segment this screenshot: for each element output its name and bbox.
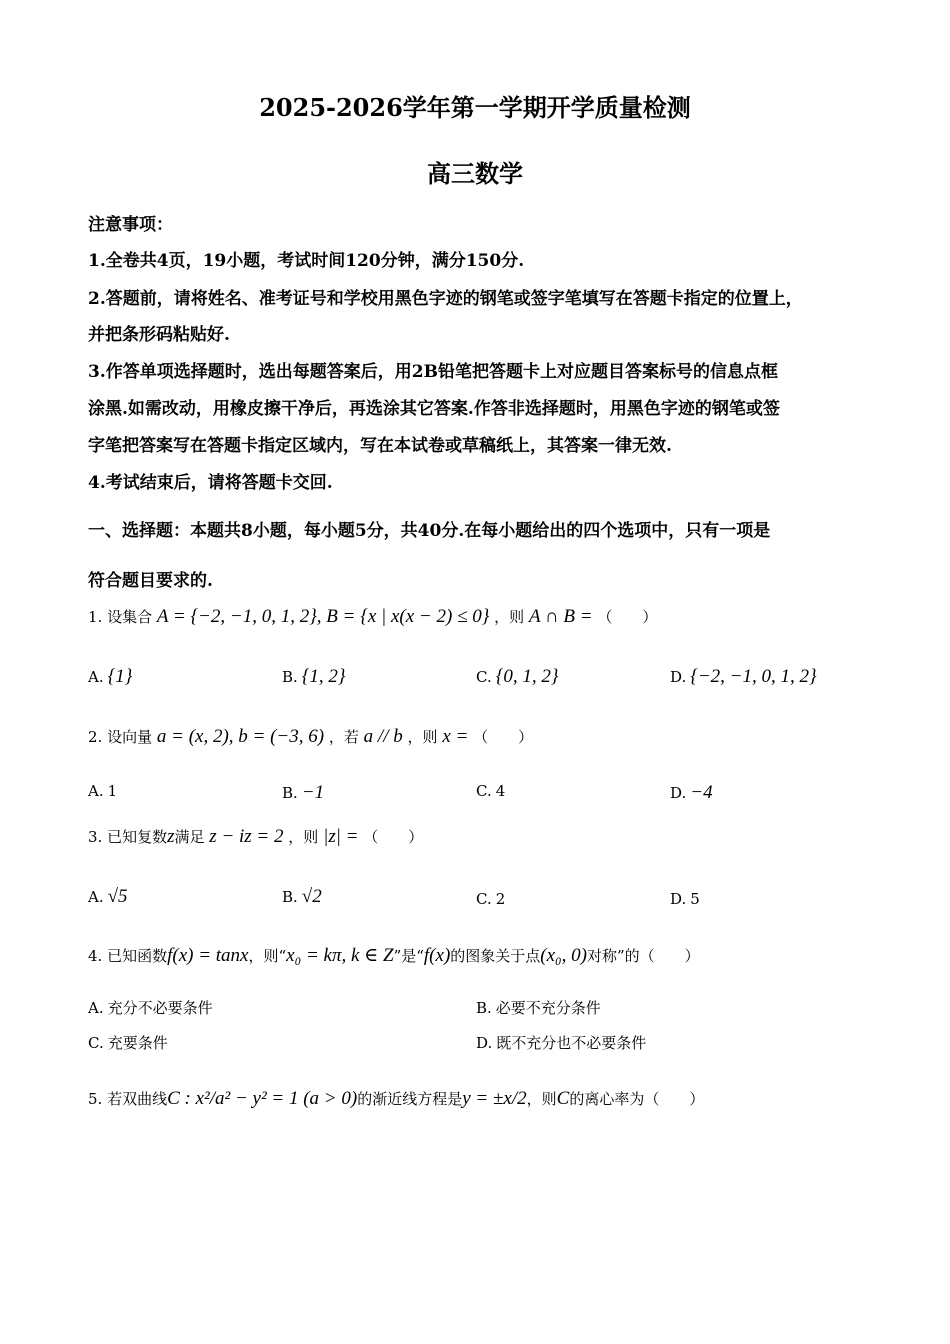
option-b: B. {1, 2} (282, 666, 346, 687)
answer-paren: （ ） (473, 728, 534, 746)
formula: x = (442, 726, 469, 747)
option-d: D. −4 (670, 782, 713, 803)
option-a: A. 1 (88, 782, 118, 800)
notice-heading: 注意事项： (88, 215, 173, 235)
formula: |z| = (323, 826, 359, 847)
formula: A ∩ B = (528, 606, 593, 627)
formula: a // b (363, 726, 403, 747)
question-3 (88, 826, 423, 848)
option-a: A. √5 (88, 886, 128, 907)
formula: f(x) = tanx (167, 945, 249, 966)
formula: z − iz = 2 (209, 826, 284, 847)
answer-paren: （ ） (363, 828, 424, 846)
formula: C (556, 1088, 570, 1109)
question-2 (88, 726, 533, 748)
option-d: D. {−2, −1, 0, 1, 2} (670, 666, 817, 687)
notice-line: 2.答题前，请将姓名、准考证号和学校用黑色字迹的钢笔或签字笔填写在答题卡指定的位置上， (88, 289, 803, 309)
notice-line: 涂黑.如需改动，用橡皮擦干净后，再选涂其它答案.作答非选择题时，用黑色字迹的钢笔或签 (88, 399, 780, 419)
formula: A = {−2, −1, 0, 1, 2}, B = {x | x(x − 2) ≤ 0} (156, 606, 490, 627)
option-c: C. {0, 1, 2} (476, 666, 559, 687)
option-c: C. 4 (476, 782, 506, 800)
question-4 (88, 944, 700, 967)
question-text: ，若 (328, 728, 359, 746)
question-text: ，则 (288, 828, 319, 846)
exam-title: 2025-2026学年第一学期开学质量检测 (259, 93, 691, 122)
formula: z (167, 826, 175, 847)
notice-line: 3.作答单项选择题时，选出每题答案后，用2B铅笔把答题卡上对应题目答案标号的信息点框 (88, 362, 778, 382)
question-text: ，则 (407, 728, 438, 746)
formula: a = (x, 2), b = (−3, 6) (156, 726, 325, 747)
option-a: A. 充分不必要条件 (88, 999, 213, 1017)
question-5 (88, 1088, 704, 1110)
formula: x₀ = kπ, k ∈ Z (286, 945, 394, 966)
formula: C : x²/a² − y² = 1 (a > 0) (167, 1088, 358, 1109)
section-heading-cont: 符合题目要求的. (88, 571, 213, 591)
exam-subtitle: 高三数学 (427, 159, 523, 188)
formula: f(x) (423, 945, 451, 966)
question-text: 对称”的（ ） (587, 947, 700, 965)
question-text: 满足 (174, 828, 205, 846)
section-heading: 一、选择题：本题共8小题，每小题5分，共40分.在每小题给出的四个选项中，只有一项是 (88, 521, 771, 541)
question-text: ，则 (526, 1090, 557, 1108)
question-text: 5. 若双曲线 (88, 1090, 168, 1108)
question-text: 的渐近线方程是 (357, 1090, 463, 1108)
option-b: B. −1 (282, 782, 325, 803)
question-text: 1. 设集合 (88, 608, 153, 626)
question-text: ，则“ (248, 947, 287, 965)
answer-paren: （ ） (597, 608, 658, 626)
question-text: 的离心率为（ ） (569, 1090, 705, 1108)
option-c: C. 充要条件 (88, 1034, 168, 1052)
option-a: A. {1} (88, 666, 133, 687)
question-text: 3. 已知复数 (88, 828, 168, 846)
formula: y = ±x/2 (462, 1088, 527, 1109)
notice-line: 4.考试结束后，请将答题卡交回. (88, 473, 333, 493)
option-d: D. 5 (670, 890, 700, 908)
question-1 (88, 606, 657, 628)
option-b: B. √2 (282, 886, 322, 907)
question-text: ”是“ (393, 947, 424, 965)
question-text: ，则 (494, 608, 525, 626)
formula: (x₀, 0) (540, 945, 587, 966)
notice-line: 1.全卷共4页，19小题，考试时间120分钟，满分150分. (88, 251, 525, 271)
option-c: C. 2 (476, 890, 506, 908)
notice-line: 字笔把答案写在答题卡指定区域内，写在本试卷或草稿纸上，其答案一律无效. (88, 436, 672, 456)
question-text: 4. 已知函数 (88, 947, 168, 965)
option-b: B. 必要不充分条件 (476, 999, 601, 1017)
notice-line: 并把条形码粘贴好. (88, 325, 230, 345)
question-text: 的图象关于点 (450, 947, 541, 965)
option-d: D. 既不充分也不必要条件 (476, 1034, 647, 1052)
question-text: 2. 设向量 (88, 728, 153, 746)
